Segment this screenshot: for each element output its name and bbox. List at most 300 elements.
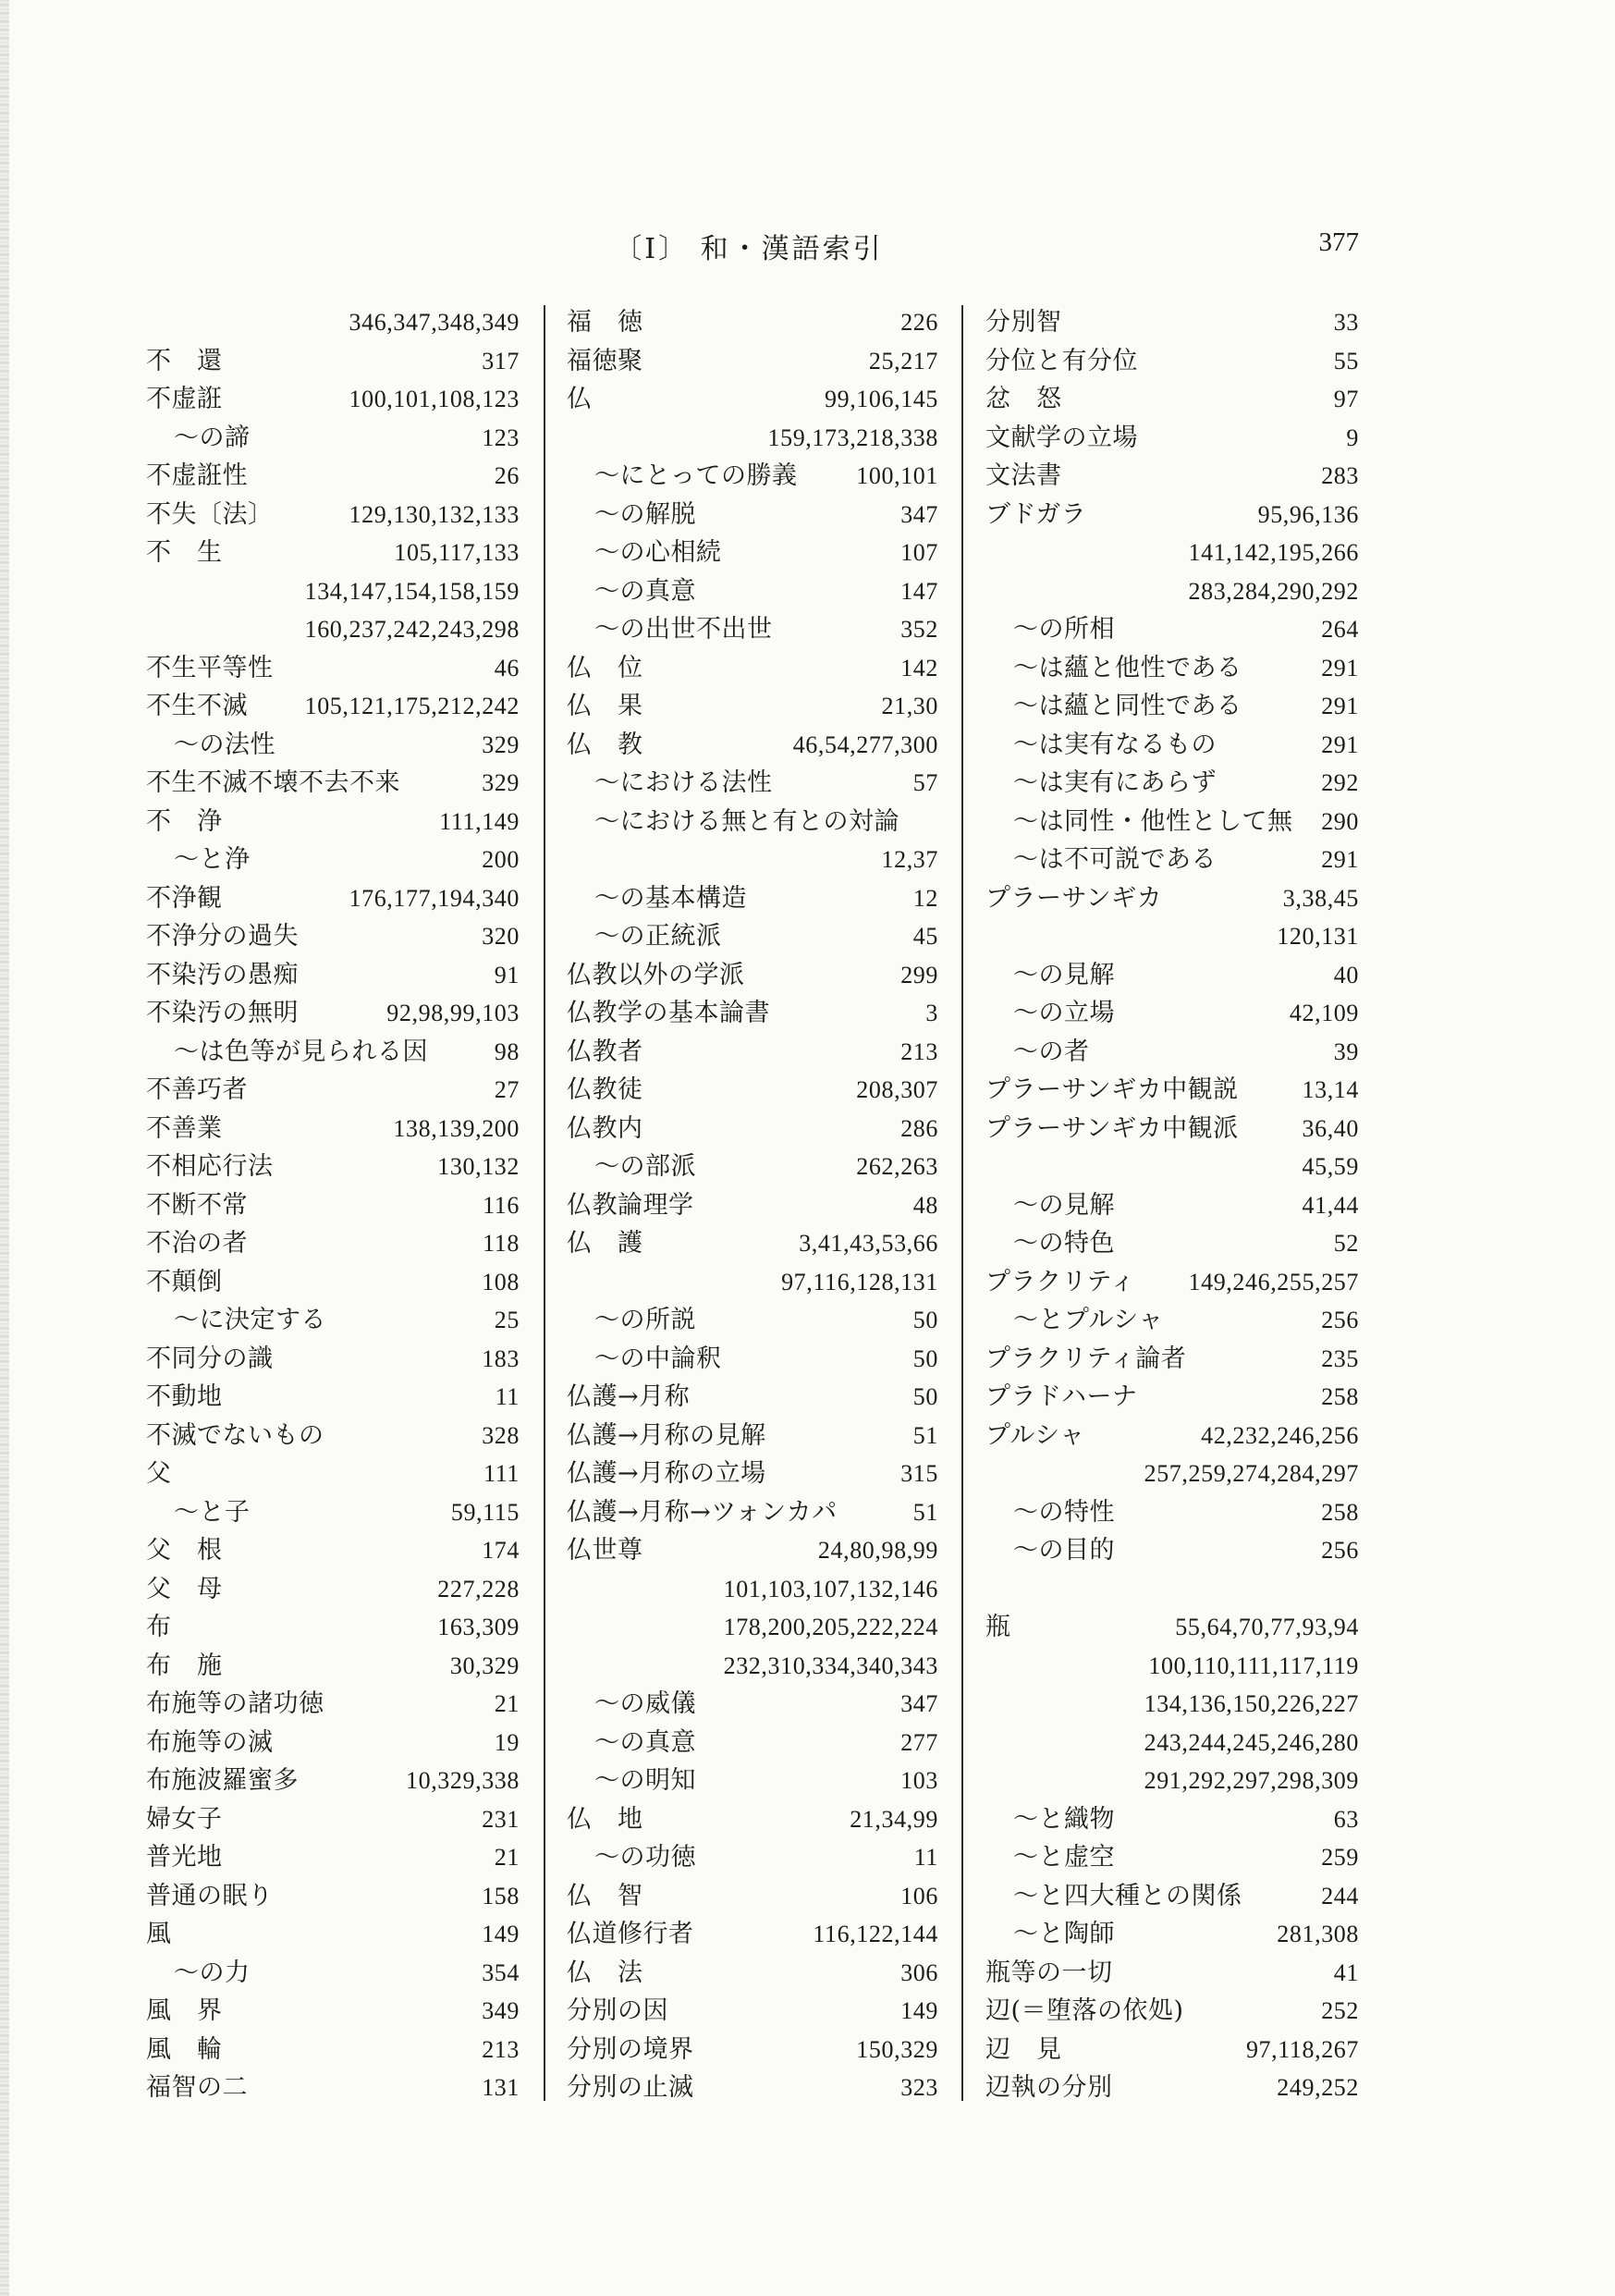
- entry-term: 仏護→月称の立場: [567, 1459, 766, 1488]
- index-entry: [567, 1033, 938, 1072]
- entry-term: ～の所説: [594, 1306, 696, 1334]
- entry-pages: 46: [494, 654, 520, 681]
- index-entry: [146, 1263, 520, 1302]
- entry-pages: 100,110,111,117,119: [1148, 1651, 1359, 1679]
- index-subentry: [567, 610, 938, 649]
- entry-pages: 97: [1333, 386, 1359, 412]
- index-entry: [567, 1992, 938, 2031]
- entry-pages: 3: [925, 1000, 938, 1026]
- entry-pages: 50: [912, 1383, 938, 1410]
- entry-term: 仏 果: [567, 692, 643, 720]
- entry-pages: 160,237,242,243,298: [304, 616, 520, 643]
- entry-pages: 249,252: [1277, 2074, 1359, 2101]
- entry-pages: 21,30: [881, 693, 938, 719]
- index-entry: [146, 1378, 520, 1417]
- entry-term: 分別の止滅: [567, 2073, 694, 2102]
- entry-pages: 40: [1333, 961, 1359, 988]
- entry-term: 不動地: [146, 1382, 223, 1411]
- entry-term: ～の正統派: [594, 922, 722, 951]
- index-subentry: [567, 534, 938, 572]
- index-entry: [146, 764, 520, 803]
- index-entry: [146, 1800, 520, 1839]
- entry-pages: 149,246,255,257: [1188, 1268, 1359, 1295]
- entry-term: 不相応行法: [146, 1152, 274, 1181]
- index-entry: [567, 1071, 938, 1110]
- entry-term: 仏世尊: [567, 1536, 643, 1565]
- index-entry: [567, 1531, 938, 1570]
- entry-term: 不染汚の愚痴: [146, 960, 299, 989]
- entry-term: 福徳聚: [567, 346, 643, 375]
- index-entry: [146, 1531, 520, 1570]
- index-entry: [567, 342, 938, 381]
- entry-term: 布 施: [146, 1651, 223, 1680]
- entry-term: 普光地: [146, 1843, 223, 1872]
- index-continuation-row: [567, 1570, 938, 1609]
- index-continuation-row: [567, 1263, 938, 1302]
- index-subentry: [146, 1301, 520, 1340]
- entry-pages: 55,64,70,77,93,94: [1175, 1614, 1359, 1640]
- entry-term: 文法書: [985, 461, 1062, 490]
- entry-pages: 232,310,334,340,343: [723, 1651, 938, 1679]
- entry-term: 福 徳: [567, 308, 643, 337]
- entry-pages: 226: [900, 309, 938, 336]
- entry-pages: 200: [482, 846, 520, 873]
- index-entry: [985, 496, 1359, 534]
- index-entry: [146, 1647, 520, 1686]
- index-entry: [146, 1838, 520, 1877]
- entry-pages: 320: [482, 923, 520, 950]
- entry-pages: 106: [900, 1882, 938, 1909]
- entry-pages: 99,106,145: [825, 386, 938, 412]
- entry-term: 不失〔法〕: [146, 499, 274, 529]
- entry-pages: 45: [912, 923, 938, 950]
- entry-pages: 25,217: [868, 347, 938, 374]
- entry-pages: 281,308: [1277, 1921, 1359, 1947]
- index-entry: [146, 1608, 520, 1647]
- entry-pages: 283,284,290,292: [1188, 577, 1359, 605]
- index-entry: [985, 1954, 1359, 1993]
- entry-term: 仏教内: [567, 1113, 643, 1143]
- entry-term: ～の威儀: [594, 1689, 696, 1718]
- index-continuation-row: [985, 534, 1359, 572]
- index-entry: [146, 1762, 520, 1800]
- entry-term: 仏: [567, 385, 593, 413]
- entry-term: 不同分の識: [146, 1344, 274, 1373]
- index-continuation-row: [985, 917, 1359, 956]
- entry-term: 仏護→月称の見解: [567, 1420, 766, 1450]
- entry-term: 不 生: [146, 538, 223, 567]
- entry-pages: 291: [1321, 654, 1359, 681]
- index-entry: [567, 1455, 938, 1493]
- index-entry: [567, 1378, 938, 1417]
- entry-pages: 306: [900, 1958, 938, 1986]
- index-subentry: [985, 803, 1359, 841]
- entry-term: ～とプルシャ: [1013, 1306, 1164, 1334]
- entry-pages: 57: [912, 769, 938, 796]
- entry-term: ～の見解: [1013, 960, 1115, 989]
- index-continuation-row: [567, 419, 938, 458]
- entry-pages: 59,115: [450, 1498, 520, 1526]
- entry-pages: 91: [494, 961, 520, 988]
- entry-pages: 101,103,107,132,146: [723, 1575, 938, 1602]
- entry-term: 不善巧者: [146, 1075, 248, 1104]
- entry-term: ～の法性: [174, 730, 275, 759]
- entry-pages: 141,142,195,266: [1188, 539, 1359, 566]
- index-subentry: [985, 994, 1359, 1033]
- entry-term: 仏教者: [567, 1037, 643, 1066]
- entry-term: 仏教以外の学派: [567, 960, 745, 989]
- entry-term: 仏教学の基本論書: [567, 999, 770, 1027]
- entry-term: ～は蘊と他性である: [1013, 653, 1242, 682]
- entry-pages: 291: [1321, 693, 1359, 719]
- entry-pages: 299: [900, 961, 938, 988]
- entry-pages: 329: [482, 731, 520, 758]
- index-entry: [567, 1800, 938, 1839]
- index-continuation-row: [985, 1647, 1359, 1686]
- index-subentry: [985, 687, 1359, 726]
- entry-pages: 116: [483, 1191, 520, 1219]
- entry-pages: 41,44: [1302, 1191, 1359, 1219]
- entry-term: 分別の境界: [567, 2034, 694, 2064]
- entry-pages: 235: [1321, 1344, 1359, 1372]
- index-entry: [985, 1071, 1359, 1110]
- entry-pages: 48: [912, 1191, 938, 1219]
- index-subentry: [985, 956, 1359, 995]
- column-divider: [961, 305, 963, 2101]
- entry-term: 仏 護: [567, 1229, 643, 1258]
- entry-term: プラクリティ: [985, 1267, 1136, 1296]
- entry-term: ～の功徳: [594, 1843, 696, 1872]
- entry-pages: 120,131: [1277, 923, 1359, 950]
- entry-term: 普通の眠り: [146, 1881, 274, 1910]
- index-entry: [146, 994, 520, 1033]
- index-subentry: [567, 496, 938, 534]
- index-entry: [146, 342, 520, 381]
- index-continuation-row: [146, 610, 520, 649]
- entry-pages: 347: [900, 500, 938, 528]
- entry-pages: 108: [482, 1268, 520, 1295]
- entry-term: 布施等の滅: [146, 1727, 274, 1757]
- index-entry: [146, 803, 520, 841]
- entry-pages: 258: [1321, 1498, 1359, 1526]
- blank-row: [985, 1570, 1359, 1609]
- entry-pages: 52: [1333, 1230, 1359, 1257]
- entry-term: ～の特性: [1013, 1497, 1115, 1527]
- entry-pages: 315: [900, 1460, 938, 1487]
- entry-term: プラーサンギカ中観派: [985, 1113, 1239, 1143]
- entry-pages: 118: [483, 1230, 520, 1257]
- entry-pages: 257,259,274,284,297: [1144, 1460, 1359, 1487]
- entry-pages: 36,40: [1302, 1114, 1359, 1142]
- entry-term: ブドガラ: [985, 499, 1087, 529]
- entry-pages: 21: [494, 1690, 520, 1717]
- entry-term: 辺 見: [985, 2034, 1062, 2064]
- entry-term: プラドハーナ: [985, 1382, 1138, 1411]
- index-subentry: [567, 1724, 938, 1762]
- entry-pages: 213: [482, 2035, 520, 2063]
- index-entry: [567, 1417, 938, 1455]
- index-entry: [567, 380, 938, 419]
- index-entry: [985, 2069, 1359, 2107]
- index-subentry: [146, 1954, 520, 1993]
- index-subentry: [985, 1915, 1359, 1954]
- entry-pages: 24,80,98,99: [817, 1537, 938, 1564]
- index-entry: [146, 2031, 520, 2069]
- index-subentry: [985, 1877, 1359, 1916]
- entry-pages: 3,41,43,53,66: [799, 1230, 938, 1257]
- entry-term: 布施等の諸功徳: [146, 1689, 324, 1718]
- entry-term: 不 浄: [146, 806, 223, 836]
- entry-term: ～の特色: [1013, 1229, 1115, 1258]
- entry-pages: 142: [900, 654, 938, 681]
- index-entry: [567, 1954, 938, 1993]
- entry-pages: 262,263: [856, 1153, 938, 1180]
- entry-pages: 25: [494, 1307, 520, 1333]
- entry-pages: 105,121,175,212,242: [304, 693, 520, 719]
- index-entry: [985, 342, 1359, 381]
- column-divider: [544, 305, 545, 2101]
- entry-term: ～の解脱: [594, 499, 696, 529]
- index-subentry: [985, 1493, 1359, 1532]
- entry-term: ～の明知: [594, 1766, 696, 1795]
- index-subentry: [985, 1531, 1359, 1570]
- page-number: 377: [1318, 227, 1359, 257]
- index-entry: [985, 1263, 1359, 1302]
- entry-pages: 11: [495, 1383, 520, 1410]
- index-entry: [567, 2069, 938, 2107]
- index-subentry: [146, 419, 520, 458]
- index-entry: [567, 1110, 938, 1148]
- index-continuation-row: [146, 572, 520, 611]
- entry-pages: 21,34,99: [850, 1805, 938, 1833]
- entry-term: 父: [146, 1459, 172, 1488]
- index-column-3: [985, 303, 1359, 2107]
- entry-term: 文献学の立場: [985, 423, 1138, 452]
- scan-edge: [0, 0, 9, 2296]
- index-entry: [985, 879, 1359, 918]
- entry-term: 福智の二: [146, 2073, 248, 2102]
- entry-term: ～の基本構造: [594, 883, 747, 913]
- entry-term: 父 根: [146, 1536, 223, 1565]
- entry-pages: 107: [900, 539, 938, 566]
- entry-pages: 329: [482, 769, 520, 796]
- entry-term: ～の真意: [594, 576, 696, 606]
- index-subentry: [985, 649, 1359, 688]
- index-continuation-row: [985, 1762, 1359, 1800]
- entry-term: ～は不可説である: [1013, 845, 1217, 874]
- entry-term: 仏道修行者: [567, 1920, 694, 1948]
- index-entry: [146, 1148, 520, 1186]
- index-subentry: [567, 1301, 938, 1340]
- index-column-1: [146, 303, 520, 2107]
- entry-pages: 286: [900, 1114, 938, 1142]
- entry-pages: 51: [912, 1421, 938, 1449]
- index-entry: [146, 1110, 520, 1148]
- entry-term: ～における法性: [594, 768, 773, 797]
- index-subentry: [985, 1224, 1359, 1263]
- entry-term: プルシャ: [985, 1420, 1085, 1450]
- entry-pages: 10,329,338: [406, 1767, 520, 1794]
- entry-pages: 19: [494, 1728, 520, 1756]
- entry-pages: 39: [1333, 1037, 1359, 1065]
- entry-pages: 100,101: [856, 462, 938, 489]
- entry-term: 不浄分の過失: [146, 922, 299, 951]
- entry-pages: 134,136,150,226,227: [1144, 1690, 1359, 1717]
- entry-pages: 277: [900, 1728, 938, 1756]
- index-entry: [567, 649, 938, 688]
- index-entry: [146, 457, 520, 496]
- entry-pages: 291: [1321, 731, 1359, 758]
- entry-pages: 97,118,267: [1245, 2035, 1359, 2063]
- entry-pages: 244: [1321, 1882, 1359, 1909]
- index-entry: [985, 1340, 1359, 1379]
- entry-pages: 33: [1333, 309, 1359, 336]
- entry-pages: 55: [1333, 347, 1359, 374]
- entry-pages: 134,147,154,158,159: [304, 577, 520, 605]
- index-subentry: [567, 1685, 938, 1724]
- entry-term: 忿 怒: [985, 385, 1062, 413]
- entry-term: ～は同性・他性として無: [1013, 806, 1293, 836]
- entry-term: 仏教徒: [567, 1075, 643, 1104]
- entry-pages: 131: [482, 2074, 520, 2101]
- entry-pages: 147: [900, 577, 938, 605]
- index-entry: [146, 1915, 520, 1954]
- index-subentry: [567, 1838, 938, 1877]
- entry-pages: 150,329: [856, 2035, 938, 2063]
- entry-pages: 176,177,194,340: [349, 884, 520, 912]
- index-subentry: [985, 1301, 1359, 1340]
- index-continuation-row: [985, 1685, 1359, 1724]
- entry-term: ～の出世不出世: [594, 615, 773, 644]
- index-continuation-row: [146, 303, 520, 342]
- index-entry: [146, 917, 520, 956]
- entry-pages: 138,139,200: [393, 1114, 520, 1142]
- entry-term: 風: [146, 1920, 172, 1948]
- entry-pages: 231: [482, 1805, 520, 1833]
- entry-pages: 158: [482, 1882, 520, 1909]
- entry-term: 風 界: [146, 1996, 223, 2025]
- entry-term: 不顛倒: [146, 1267, 223, 1296]
- entry-pages: 9: [1346, 424, 1359, 451]
- index-subentry: [567, 879, 938, 918]
- index-subentry: [985, 841, 1359, 879]
- entry-term: 分別智: [985, 308, 1062, 337]
- entry-pages: 149: [900, 1997, 938, 2024]
- entry-term: プラクリティ論者: [985, 1344, 1187, 1373]
- entry-term: 辺(＝堕落の依処): [985, 1996, 1184, 2025]
- entry-term: ～の中論釈: [594, 1344, 722, 1373]
- entry-term: ～における無と有との対論: [594, 806, 899, 836]
- entry-pages: 291: [1321, 846, 1359, 873]
- entry-term: 不生平等性: [146, 653, 274, 682]
- entry-pages: 259: [1321, 1844, 1359, 1871]
- entry-term: 不虚誑: [146, 385, 223, 413]
- index-subentry: [985, 1838, 1359, 1877]
- entry-pages: 163,309: [437, 1614, 520, 1640]
- index-entry: [146, 1224, 520, 1263]
- entry-term: ～に決定する: [174, 1306, 326, 1334]
- entry-pages: 258: [1321, 1383, 1359, 1410]
- entry-pages: 42,109: [1289, 1000, 1359, 1026]
- entry-pages: 183: [482, 1344, 520, 1372]
- index-entry: [146, 1877, 520, 1916]
- entry-term: ～の立場: [1013, 999, 1115, 1027]
- entry-pages: 95,96,136: [1257, 500, 1359, 528]
- index-subentry: [567, 1762, 938, 1800]
- entry-pages: 12: [912, 884, 938, 912]
- entry-term: 不浄観: [146, 883, 223, 913]
- index-entry: [985, 1992, 1359, 2031]
- entry-pages: 283: [1321, 462, 1359, 489]
- index-entry: [146, 496, 520, 534]
- index-column-2: [567, 303, 938, 2107]
- entry-term: 不滅でないもの: [146, 1420, 324, 1450]
- index-entry: [567, 2031, 938, 2069]
- entry-term: 仏護→月称→ツォンカパ: [567, 1497, 838, 1527]
- entry-pages: 354: [482, 1958, 520, 1986]
- index-subentry: [567, 457, 938, 496]
- index-entry: [146, 1340, 520, 1379]
- entry-pages: 178,200,205,222,224: [723, 1614, 938, 1640]
- index-continuation-row: [567, 1608, 938, 1647]
- entry-term: 仏 智: [567, 1881, 643, 1910]
- index-entry: [146, 380, 520, 419]
- entry-pages: 100,101,108,123: [349, 386, 520, 412]
- entry-term: 婦女子: [146, 1804, 223, 1834]
- entry-pages: 323: [900, 2074, 938, 2101]
- index-entry: [567, 956, 938, 995]
- entry-pages: 111,149: [439, 807, 520, 835]
- entry-term: 仏 地: [567, 1804, 643, 1834]
- entry-term: ～と織物: [1013, 1804, 1115, 1834]
- index-entry: [985, 1417, 1359, 1455]
- entry-term: ～の目的: [1013, 1536, 1115, 1565]
- index-entry: [985, 419, 1359, 458]
- entry-pages: 349: [482, 1997, 520, 2024]
- index-entry: [146, 687, 520, 726]
- index-entry: [567, 1493, 938, 1532]
- index-entry: [985, 457, 1359, 496]
- entry-term: ～の真意: [594, 1727, 696, 1757]
- entry-pages: 347: [900, 1690, 938, 1717]
- entry-term: ～の者: [1013, 1037, 1090, 1066]
- entry-term: 不 還: [146, 346, 223, 375]
- index-subentry: [567, 764, 938, 803]
- page-title: 〔I〕 和・漢語索引: [614, 233, 884, 265]
- entry-term: ～と浄: [174, 845, 251, 874]
- index-entry: [146, 1724, 520, 1762]
- entry-term: ～と子: [174, 1497, 251, 1527]
- index-entry: [567, 1224, 938, 1263]
- index-subentry: [146, 841, 520, 879]
- entry-pages: 51: [912, 1498, 938, 1526]
- entry-pages: 3,38,45: [1282, 884, 1359, 912]
- index-subentry: [985, 764, 1359, 803]
- entry-pages: 290: [1321, 807, 1359, 835]
- entry-term: ～と虚空: [1013, 1843, 1115, 1872]
- entry-term: プラーサンギカ: [985, 883, 1163, 913]
- entry-pages: 159,173,218,338: [767, 424, 938, 451]
- index-subentry: [985, 1800, 1359, 1839]
- index-entry: [567, 687, 938, 726]
- index-entry: [146, 1186, 520, 1225]
- entry-pages: 103: [900, 1767, 938, 1794]
- entry-pages: 63: [1333, 1805, 1359, 1833]
- index-entry: [567, 1186, 938, 1225]
- index-entry: [146, 649, 520, 688]
- index-continuation-row: [985, 572, 1359, 611]
- index-subentry: [985, 1186, 1359, 1225]
